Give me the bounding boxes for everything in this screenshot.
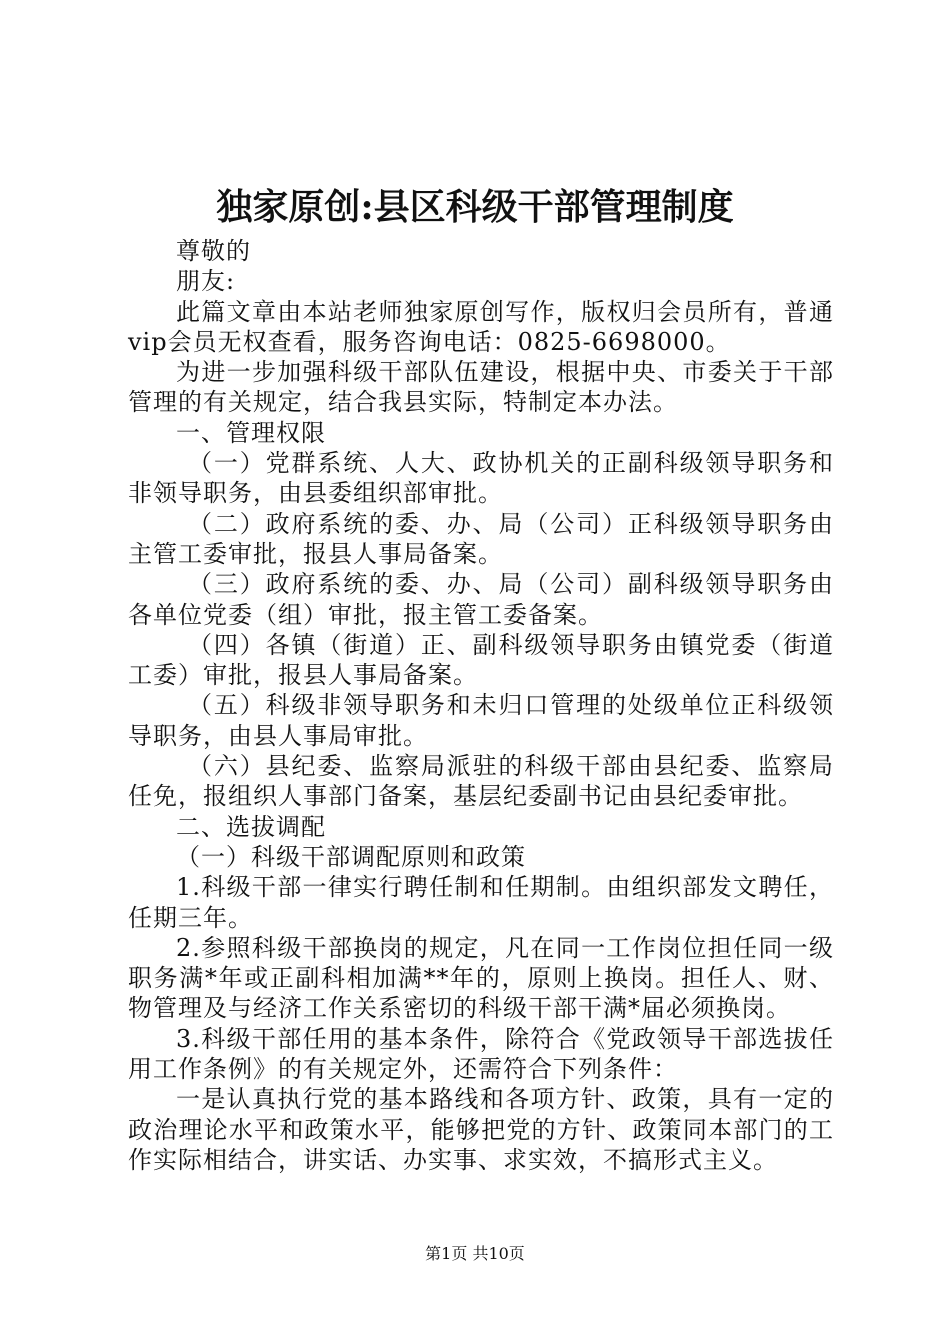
- greeting-line-2: 朋友:: [176, 267, 236, 296]
- item-2-1-2: 2.参照科级干部换岗的规定，凡在同一工作岗位担任同一级职务满*年或正副科相加满**年的，原则上换岗。担任人、财、物管理及与经济工作关系密切的科级干部干满*届必须换岗。: [128, 933, 834, 1023]
- greeting-line-1: 尊敬的: [176, 237, 251, 265]
- clause-1-1: （一）党群系统、人大、政协机关的正副科级领导职务和非领导职务，由县委组织部审批。: [128, 449, 834, 508]
- clause-1-3: （三）政府系统的委、办、局（公司）副科级领导职务由各单位党委（组）审批，报主管工委备案。: [128, 570, 834, 629]
- subsection-heading-2-1: （一）科级干部调配原则和政策: [176, 842, 526, 871]
- page-footer: 第1页 共10页: [425, 1244, 525, 1263]
- document-title: 独家原创:县区科级干部管理制度: [216, 186, 734, 228]
- section-heading-2: 二、选拔调配: [176, 812, 326, 841]
- item-2-1-1: 1.科级干部一律实行聘任制和任期制。由组织部发文聘任，任期三年。: [128, 873, 834, 932]
- clause-1-2: （二）政府系统的委、办、局（公司）正科级领导职务由主管工委审批，报县人事局备案。: [128, 509, 834, 568]
- copyright-notice: 此篇文章由本站老师独家原创写作，版权归会员所有，普通vip会员无权查看，服务咨询电话：0825-6698000。: [128, 297, 834, 356]
- document-body: [128, 236, 834, 1175]
- condition-1: 一是认真执行党的基本路线和各项方针、政策，具有一定的政治理论水平和政策水平，能够把党的方针、政策同本部门的工作实际相结合，讲实话、办实事、求实效，不搞形式主义。: [128, 1085, 834, 1174]
- item-2-1-3: 3.科级干部任用的基本条件，除符合《党政领导干部选拔任用工作条例》的有关规定外，还需符合下列条件：: [128, 1024, 834, 1084]
- section-heading-1: 一、管理权限: [176, 418, 326, 447]
- clause-1-6: （六）县纪委、监察局派驻的科级干部由县纪委、监察局任免，报组织人事部门备案，基层纪委副书记由县纪委审批。: [128, 752, 834, 811]
- clause-1-5: （五）科级非领导职务和未归口管理的处级单位正科级领导职务，由县人事局审批。: [128, 691, 834, 750]
- clause-1-4: （四）各镇（街道）正、副科级领导职务由镇党委（街道工委）审批，报县人事局备案。: [128, 630, 834, 690]
- intro-paragraph: 为进一步加强科级干部队伍建设，根据中央、市委关于干部管理的有关规定，结合我县实际，特制定本办法。: [128, 358, 834, 417]
